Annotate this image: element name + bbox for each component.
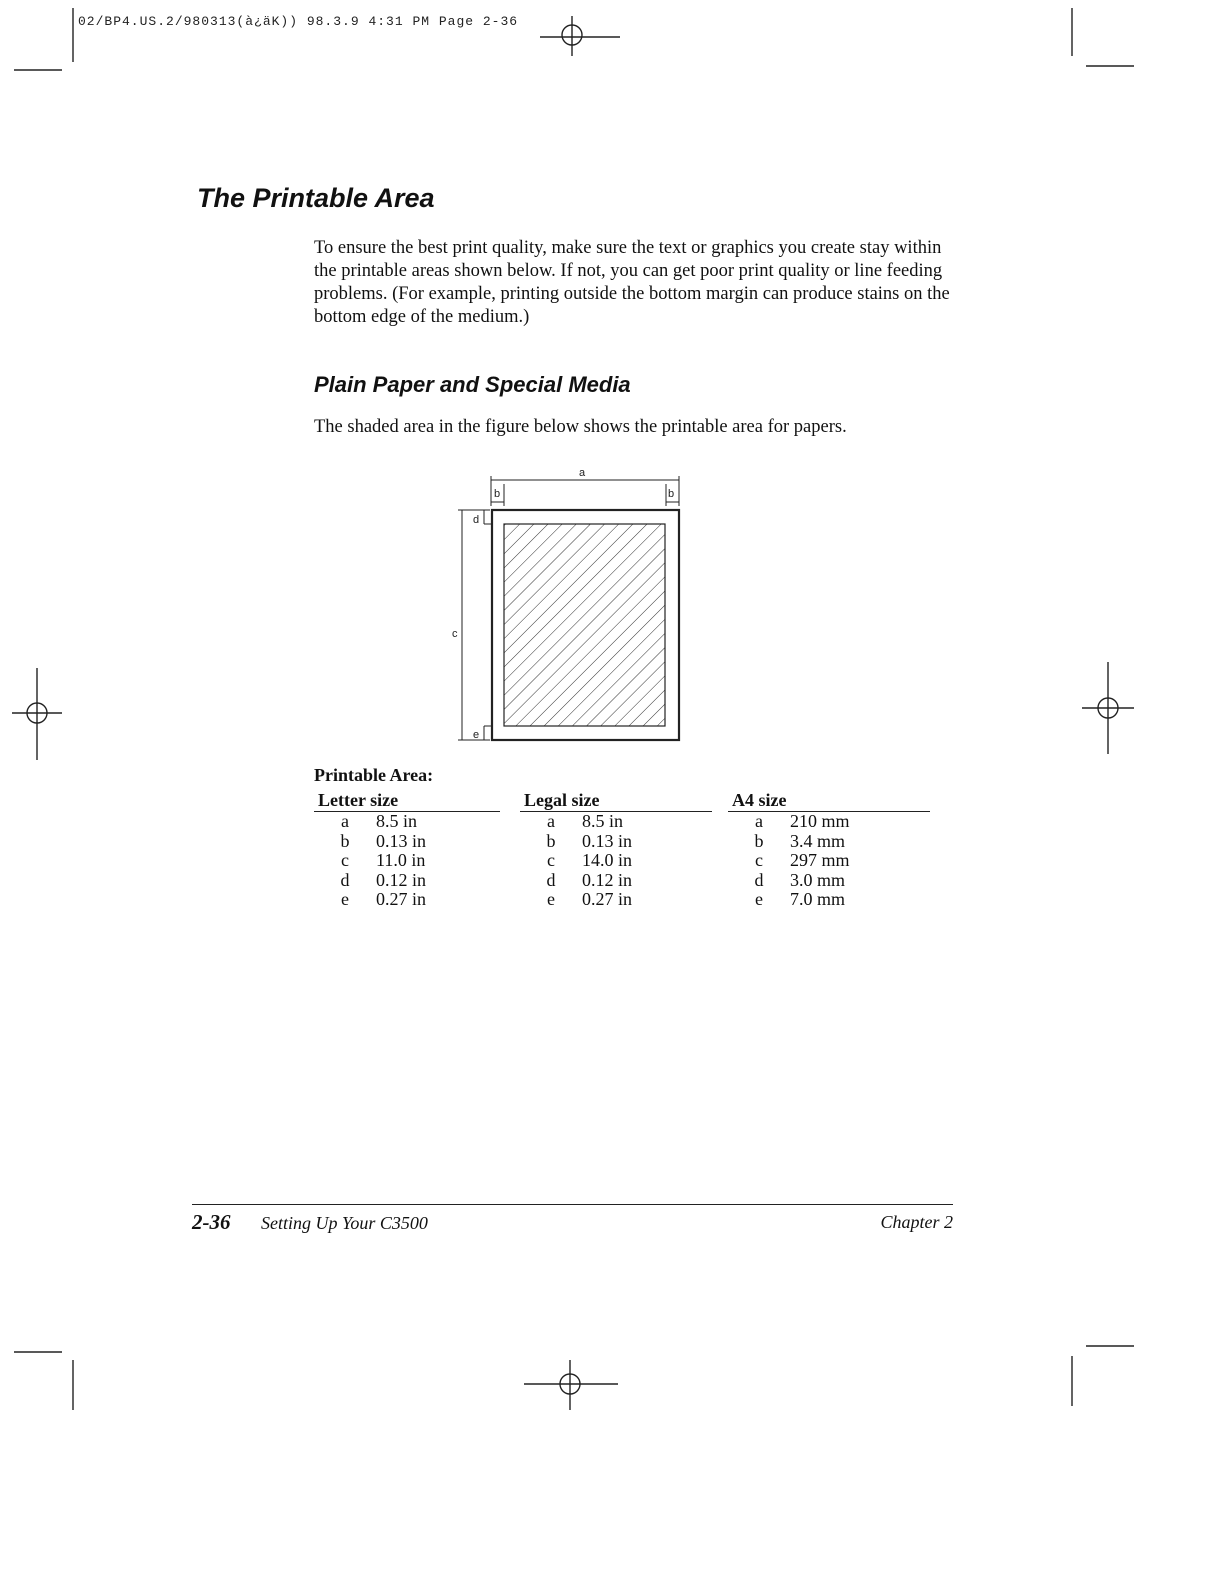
dim-key: d xyxy=(546,869,556,890)
printable-area xyxy=(504,524,665,726)
dim-key: b xyxy=(546,830,556,851)
printable-area-diagram xyxy=(440,462,700,752)
table-row xyxy=(728,832,850,852)
table-row xyxy=(728,890,850,910)
dim-value: 0.12 in xyxy=(376,869,427,890)
intro-paragraph: To ensure the best print quality, make sure the text or graphics you create stay within the printable areas shown below. If not, you can get poor print quality or line feeding problems. (For example, printing outside the bottom margin can produce stains on the bottom edge of the medium.) xyxy=(314,238,950,327)
dim-value: 0.13 in xyxy=(582,830,633,851)
dim-key: a xyxy=(755,811,763,831)
table-row xyxy=(314,890,426,910)
page-number: 2-36 xyxy=(192,1210,231,1234)
legal-size-table xyxy=(520,789,712,910)
table-row xyxy=(520,832,632,852)
letter-size-table xyxy=(314,789,500,910)
registration-mark-left xyxy=(12,668,62,760)
label-a: a xyxy=(578,467,586,479)
dim-value: 8.5 in xyxy=(376,811,418,831)
registration-mark-top xyxy=(540,16,620,56)
dim-key: b xyxy=(754,830,764,851)
table-row xyxy=(728,812,850,832)
label-c: c xyxy=(452,628,458,640)
table-row xyxy=(728,851,850,871)
table-row xyxy=(520,890,632,910)
dim-key: c xyxy=(755,850,763,871)
table-row xyxy=(314,871,426,891)
dim-value: 0.12 in xyxy=(582,869,633,890)
dim-key: e xyxy=(755,889,763,910)
table-row xyxy=(728,871,850,891)
table-row xyxy=(520,812,632,832)
dim-value: 0.13 in xyxy=(376,830,427,851)
dim-value: 3.0 mm xyxy=(790,869,846,890)
dim-key: a xyxy=(547,811,555,831)
dim-key: c xyxy=(547,850,555,871)
dim-value: 11.0 in xyxy=(376,850,426,871)
printer-slug: 02/BP4.US.2/980313(à¿äK)) 98.3.9 4:31 PM Page 2-36 xyxy=(78,14,519,29)
chapter-label: Chapter 2 xyxy=(880,1212,953,1232)
book-title: Setting Up Your C3500 xyxy=(261,1213,428,1233)
dim-key: e xyxy=(341,889,349,910)
dim-value: 3.4 mm xyxy=(790,830,846,851)
label-b-left: b xyxy=(494,488,501,500)
label-b-right: b xyxy=(668,488,675,500)
dim-key: d xyxy=(754,869,764,890)
label-e: e xyxy=(473,729,480,741)
dim-key: b xyxy=(340,830,350,851)
table-row xyxy=(520,871,632,891)
table-row xyxy=(520,851,632,871)
dim-value: 14.0 in xyxy=(582,850,633,871)
label-d: d xyxy=(473,514,480,526)
footer-rule xyxy=(192,1204,953,1205)
table-header: A4 size xyxy=(728,789,930,812)
dim-value: 0.27 in xyxy=(582,889,633,910)
section-heading: Plain Paper and Special Media xyxy=(314,372,631,397)
dim-key: d xyxy=(340,869,350,890)
dim-value: 7.0 mm xyxy=(790,889,846,910)
dim-key: e xyxy=(547,889,555,910)
dim-key: c xyxy=(341,850,349,871)
table-row xyxy=(314,812,426,832)
table-row xyxy=(314,832,426,852)
registration-mark-right xyxy=(1082,662,1134,754)
page-title: The Printable Area xyxy=(197,183,435,213)
table-header: Legal size xyxy=(520,789,712,812)
dim-value: 8.5 in xyxy=(582,811,624,831)
a4-size-table xyxy=(728,789,930,910)
dim-key: a xyxy=(341,811,349,831)
dim-value: 297 mm xyxy=(790,850,850,871)
table-header: Letter size xyxy=(314,789,500,812)
dim-value: 210 mm xyxy=(790,811,850,831)
figure-caption: The shaded area in the figure below shows the printable area for papers. xyxy=(314,417,847,437)
table-row xyxy=(314,851,426,871)
registration-mark-bottom xyxy=(524,1360,618,1410)
printable-area-label: Printable Area: xyxy=(314,765,434,785)
dim-value: 0.27 in xyxy=(376,889,427,910)
